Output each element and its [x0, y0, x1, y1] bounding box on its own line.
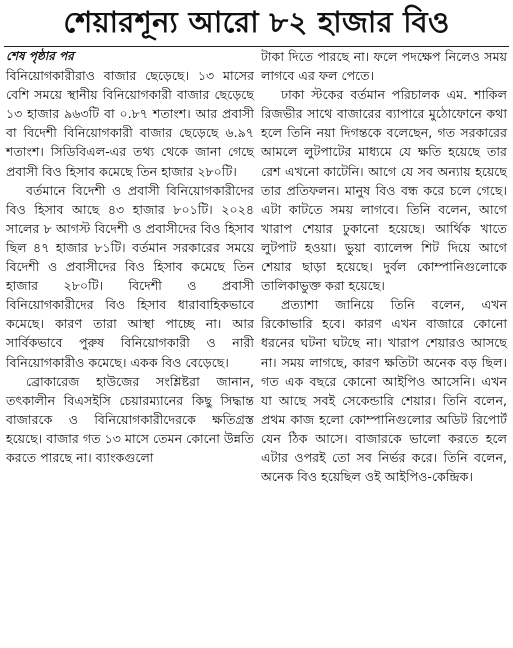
article-column-left	[6, 47, 254, 467]
article-paragraph: বিনিয়োগকারীরাও বাজার ছেড়েছে। ১৩ মাসের বেশি সময়ে স্থানীয় বিনিয়োগকারী বাজার ছেড়েছে ১৩ হাজার ৯৬৩টি বা ০.৮৭ শতাংশ। আর প্রবাসী বা বিদেশী বিনিয়োগকারী বাজার ছেড়েছে ৬.৯৭ শতাংশ। সিডিবিএল-এর তথ্য থেকে জানা গেছে প্রবাসী বিও হিসাব কমেছে তিন হাজার ২৮০টি।	[6, 68, 254, 179]
article-paragraph: টাকা দিতে পারছে না। ফলে পদক্ষেপ নিলেও সময় লাগবে এর ফল পেতে।	[261, 49, 507, 84]
article-column-right	[261, 47, 507, 486]
article-paragraph: বর্তমানে বিদেশী ও প্রবাসী বিনিয়োগকারীদের বিও হিসাব আছে ৪৩ হাজার ৮০১টি। ২০২৪ সালের ৮ আগস্ট বিদেশী ও প্রবাসীদের বিও হিসাব ছিল ৪৭ হাজার ৮১টি। বর্তমান সরকারের সময়ে বিদেশী ও প্রবাসীদের বিও হিসাব কমেছে তিন হাজার ২৮০টি। বিদেশী ও প্রবাসী বিনিয়োগকারীদের বিও হিসাব ধারাবাহিকভাবে কমেছে। কারণ তারা আস্থা পাচ্ছে না। আর সার্বিকভাবে পুরুষ বিনিয়োগকারী ও নারী বিনিয়োগকারীও কমেছে। একক বিও বেড়েছে।	[6, 182, 254, 370]
continuation-kicker: শেষ পৃষ্ঠার পর	[6, 49, 74, 63]
article-paragraph: ব্রোকারেজ হাউজের সংশ্লিষ্টরা জানান, তৎকালীন বিএসইসি চেয়ারম্যানের কিছু সিদ্ধান্ত বাজারকে ও বিনিয়োগকারীদেরকে ক্ষতিগ্রস্ত হয়েছে। বাজার গত ১৩ মাসে তেমন কোনো উন্নতি করতে পারছে না। ব্যাংকগুলো	[6, 373, 254, 465]
article-paragraph: প্রত্যাশা জানিয়ে তিনি বলেন, এখন রিকোভারি হবে। কারণ এখন বাজারে কোনো ধরনের ঘটনা ঘটছে না। খারাপ শেয়ারও আসছে না। সময় লাগছে, কারণ ক্ষতিটা অনেক বড় ছিল। গত এক বছরে কোনো আইপিও আসেনি। এখন যা আছে সবই সেকেন্ডারি শেয়ার। তিনি বলেন, প্রথম কাজ হলো কোম্পানিগুলোর অডিট রিপোর্ট যেন ঠিক আসে। বাজারকে ভালো করতে হলে এটার ওপরই তো সব নির্ভর করে। তিনি বলেন, অনেক বিও হয়েছিল ওই আইপিও-কেন্দ্রিক।	[261, 297, 507, 485]
headline: শেয়ারশূন্য আরো ৮২ হাজার বিও	[63, 5, 450, 39]
article-paragraph: ঢাকা স্টকের বর্তমান পরিচালক এম. শাকিল রিজভীর সাথে বাজারের ব্যাপারে মুঠোফোনে কথা হলে তিনি নয়া দিগন্তকে বলেছেন, গত সরকারের আমলে লুটপাটের মাধ্যমে যে ক্ষতি হয়েছে তার রেশ এখনো কাটেনি। আগে যে সব অন্যায় হয়েছে তার প্রতিফলন। মানুষ বিও বন্ধ করে চলে গেছে। এটা কাটতে সময় লাগবে। তিনি বলেন, আগে খারাপ শেয়ার ঢুকানো হয়েছে। আর্থিক খাতে লুটপাট হওয়া। ভুয়া ব্যালেন্স শিট দিয়ে আগে শেয়ার ছাড়া হয়েছে। দুর্বল কোম্পানিগুলোকে তালিকাভুক্ত করা হয়েছে।	[261, 87, 507, 294]
